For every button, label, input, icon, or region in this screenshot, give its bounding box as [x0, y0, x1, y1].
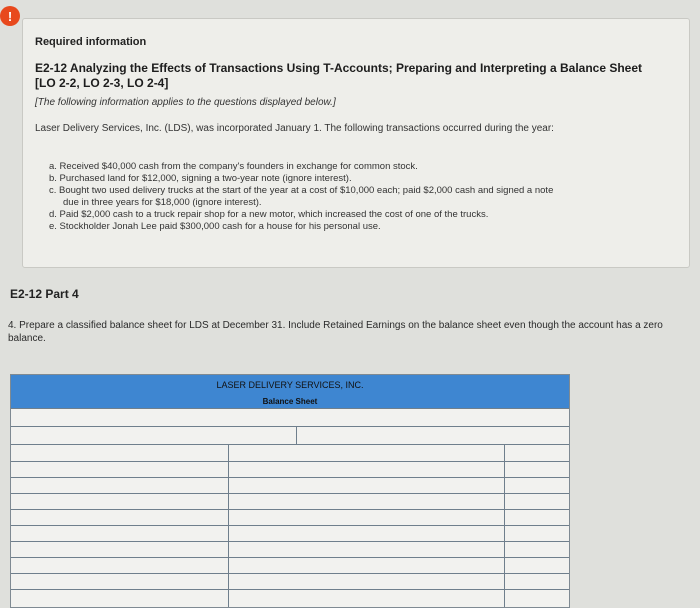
- balance-sheet-table: [10, 374, 570, 608]
- total-cell[interactable]: [505, 574, 569, 589]
- transaction-item: b. Purchased land for $12,000, signing a two-year note (ignore interest).: [49, 173, 352, 184]
- balance-sheet-input-cell[interactable]: [297, 427, 569, 444]
- amount-cell[interactable]: [229, 462, 504, 477]
- total-cell[interactable]: [505, 558, 569, 573]
- account-name-cell[interactable]: [11, 462, 228, 477]
- total-cell[interactable]: [505, 590, 569, 607]
- account-name-cell[interactable]: [11, 510, 228, 525]
- balance-sheet-input-cell[interactable]: [11, 409, 569, 426]
- required-information-label: Required information: [35, 36, 147, 48]
- statement-name: Balance Sheet: [262, 397, 318, 406]
- part-title: E2-12 Part 4: [10, 287, 79, 301]
- total-cell[interactable]: [505, 510, 569, 525]
- amount-cell[interactable]: [229, 526, 504, 541]
- total-cell[interactable]: [505, 462, 569, 477]
- question-text: 4. Prepare a classified balance sheet for LDS at December 31. Include Retained Earnings on the balance sheet even though the account has a zero balance.: [8, 320, 663, 344]
- exercise-title: E2-12 Analyzing the Effects of Transactions Using T-Accounts; Preparing and Interpreting a Balance Sheet [LO 2-2, LO 2-3, LO 2-4]: [35, 61, 643, 90]
- amount-cell[interactable]: [229, 574, 504, 589]
- total-cell[interactable]: [505, 478, 569, 493]
- transaction-item: d. Paid $2,000 cash to a truck repair shop for a new motor, which increased the cost of one of the trucks.: [49, 209, 489, 220]
- applies-note: [The following information applies to the questions displayed below.]: [35, 97, 336, 108]
- amount-cell[interactable]: [229, 445, 504, 461]
- amount-cell[interactable]: [229, 494, 504, 509]
- amount-cell[interactable]: [229, 478, 504, 493]
- account-name-cell[interactable]: [11, 445, 228, 461]
- account-name-cell[interactable]: [11, 542, 228, 557]
- account-name-cell[interactable]: [11, 558, 228, 573]
- amount-cell[interactable]: [229, 510, 504, 525]
- amount-cell[interactable]: [229, 558, 504, 573]
- account-name-cell[interactable]: [11, 478, 228, 493]
- account-name-cell[interactable]: [11, 590, 228, 607]
- balance-sheet-header: [11, 375, 569, 409]
- total-cell[interactable]: [505, 526, 569, 541]
- account-name-cell[interactable]: [11, 574, 228, 589]
- alert-icon: !: [0, 6, 20, 26]
- required-information-panel: [22, 18, 690, 268]
- account-name-cell[interactable]: [11, 494, 228, 509]
- total-cell[interactable]: [505, 445, 569, 461]
- transaction-item: a. Received $40,000 cash from the company's founders in exchange for common stock.: [49, 161, 418, 172]
- amount-cell[interactable]: [229, 542, 504, 557]
- total-cell[interactable]: [505, 494, 569, 509]
- intro-text: Laser Delivery Services, Inc. (LDS), was incorporated January 1. The following transactions occurred during the year:: [35, 123, 554, 134]
- transaction-item: c. Bought two used delivery trucks at the start of the year at a cost of $10,000 each; paid $2,000 cash and signed a note due in three years for $18,000 (ignore interest).: [49, 185, 554, 208]
- company-name: LASER DELIVERY SERVICES, INC.: [216, 380, 364, 390]
- total-cell[interactable]: [505, 542, 569, 557]
- balance-sheet-input-cell[interactable]: [11, 427, 296, 444]
- amount-cell[interactable]: [229, 590, 504, 607]
- transaction-item: e. Stockholder Jonah Lee paid $300,000 cash for a house for his personal use.: [49, 221, 381, 232]
- transaction-list: [49, 161, 679, 233]
- account-name-cell[interactable]: [11, 526, 228, 541]
